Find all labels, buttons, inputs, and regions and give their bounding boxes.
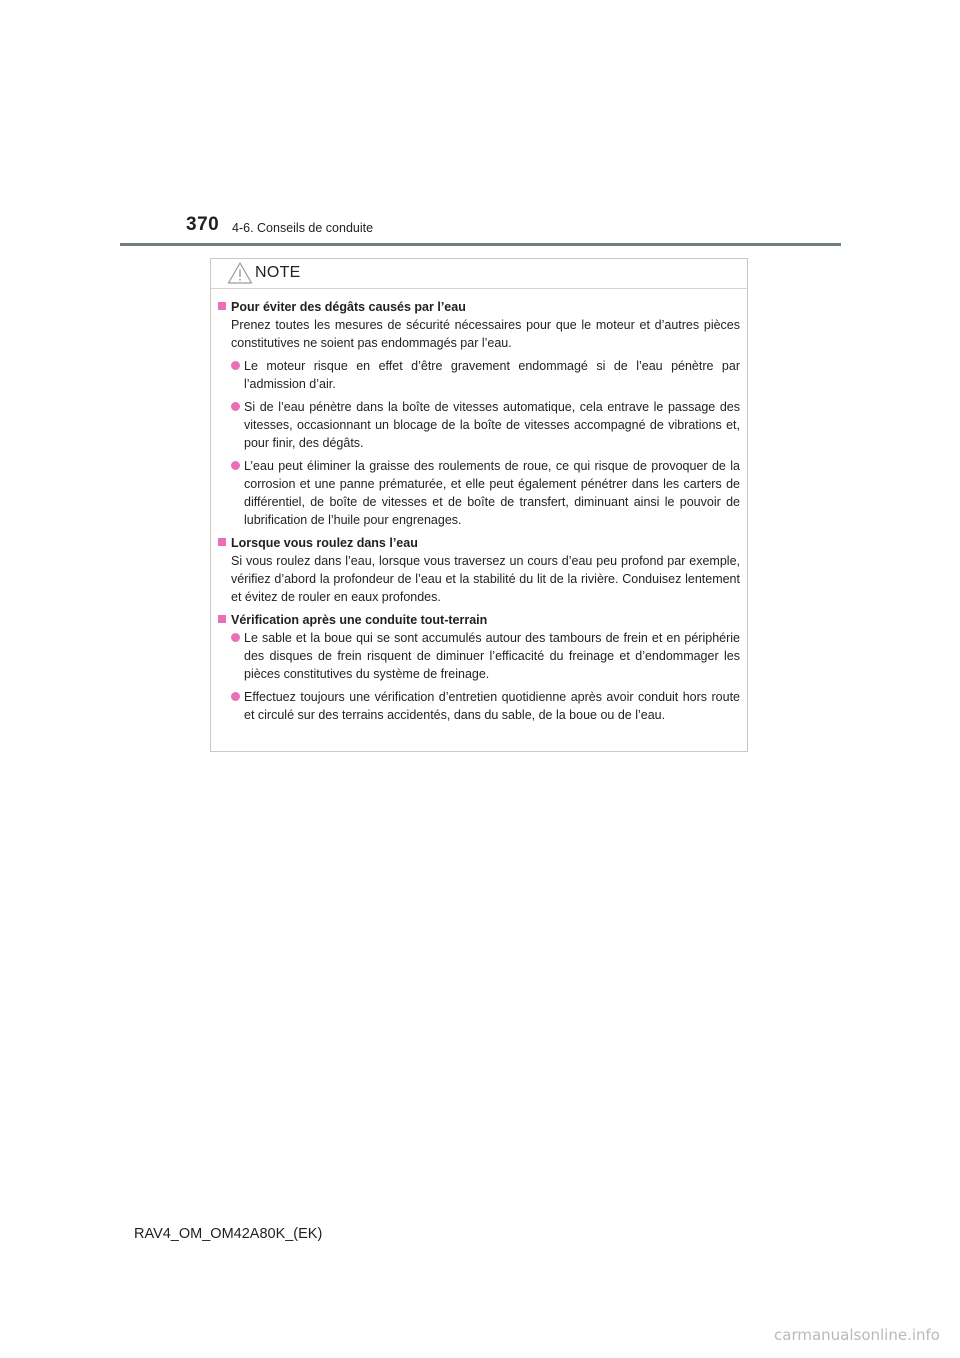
note-body (211, 289, 747, 724)
section-heading: Vérification après une conduite tout-terrain (231, 613, 488, 627)
list-item-text: Le sable et la boue qui se sont accumulés autour des tambours de frein et en périphérie des disques de frein risquent de diminuer l’efficacité du freinage et d’endommager les pièces constitutives du système de freinage. (244, 631, 740, 681)
list-item-text: L’eau peut éliminer la graisse des roulements de roue, ce qui risque de provoquer de la corrosion et une panne prématurée, et elle peut également pénétrer dans les carters de différentiel, de boîte de vitesses et de boîte de transfert, diminuant ainsi le pouvoir de lubrification de l’huile pour engrenages. (244, 459, 740, 527)
square-bullet-icon (218, 538, 226, 546)
note-section-offroad-check (218, 611, 740, 724)
circle-bullet-icon (231, 692, 240, 701)
note-header (211, 259, 747, 289)
page-number: 370 (186, 214, 220, 235)
section-title: 4-6. Conseils de conduite (232, 221, 374, 235)
note-label: NOTE (255, 264, 301, 281)
warning-triangle-icon (227, 261, 253, 285)
header-rule (120, 243, 841, 246)
list-item-text: Le moteur risque en effet d’être gravement endommagé si de l’eau pénètre par l’admission d’air. (244, 359, 740, 391)
list-item-text: Effectuez toujours une vérification d’entretien quotidienne après avoir conduit hors route et circulé sur des terrains accidentés, dans du sable, de la boue ou de l’eau. (244, 690, 740, 722)
manual-code: RAV4_OM_OM42A80K_(EK) (134, 1226, 323, 1242)
circle-bullet-icon (231, 402, 240, 411)
section-heading: Lorsque vous roulez dans l’eau (231, 536, 418, 550)
list-item-text: Si de l’eau pénètre dans la boîte de vitesses automatique, cela entrave le passage des vitesses, occasionnant un blocage de la boîte de vitesses accompagné de vibrations et, pour finir, des dégâts. (244, 400, 740, 450)
list-item (218, 688, 740, 724)
list-item (218, 629, 740, 683)
circle-bullet-icon (231, 361, 240, 370)
note-section-water-damage (218, 298, 740, 529)
list-item (218, 457, 740, 529)
section-paragraph: Prenez toutes les mesures de sécurité nécessaires pour que le moteur et d’autres pièces constitutives ne soient pas endommagés par l’eau. (231, 318, 740, 350)
watermark-text: carmanualsonline.info (774, 1326, 940, 1344)
section-heading: Pour éviter des dégâts causés par l’eau (231, 300, 466, 314)
circle-bullet-icon (231, 461, 240, 470)
square-bullet-icon (218, 615, 226, 623)
note-section-driving-in-water (218, 534, 740, 606)
list-item (218, 357, 740, 393)
square-bullet-icon (218, 302, 226, 310)
list-item (218, 398, 740, 452)
circle-bullet-icon (231, 633, 240, 642)
note-box (210, 258, 748, 752)
section-paragraph: Si vous roulez dans l’eau, lorsque vous traversez un cours d’eau peu profond par exemple, vérifiez d’abord la profondeur de l’eau et la stabilité du lit de la rivière. Conduisez lentement et évitez de rouler en eaux profondes. (231, 554, 740, 604)
